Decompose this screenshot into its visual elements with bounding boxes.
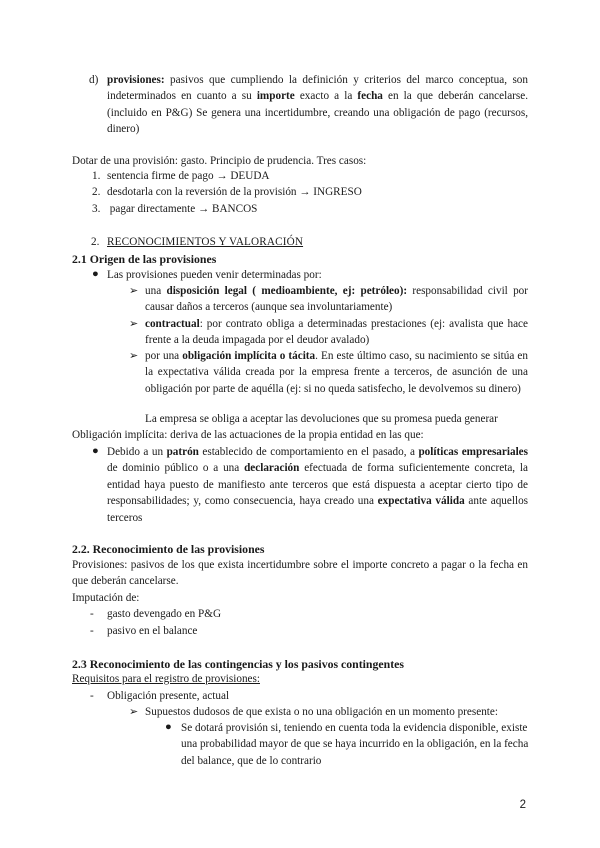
bullet-icon: ● [92,268,99,280]
arrow-bullet-icon: ➢ [129,350,139,362]
section-number: 2. [91,236,100,248]
arrow-bullet-icon: ➢ [129,706,139,718]
case-text: desdotarla con la reversión de la provisión → INGRESO [107,186,362,198]
origin-item: contractual: por contrato obliga a determinadas prestaciones (ej: avalista que hace frente a la deuda impagada por el deudor avalado) [145,318,528,347]
imputacion-item: gasto devengado en P&G [107,608,222,620]
case-text: pagar directamente → BANCOS [107,203,258,215]
dash-bullet: - [90,608,94,620]
empresa-note: La empresa se obliga a aceptar las devoluciones que su promesa pueda generar [145,413,498,425]
heading-2-2: 2.2. Reconocimiento de las provisiones [72,542,265,556]
implicita-paragraph: Debido a un patrón establecido de comportamiento en el pasado, a políticas empresariales de dominio público o a una declaración efectuada de forma suficientemente concreta, la entidad haya puesto de manifiesto ante terceros que está dispuesta a aceptar cierto tipo de responsabilidades; y, como consecuencia, haya creado una expectativa válida ante aquellos terceros [107,446,529,524]
supuestos-item: Supuestos dudosos de que exista o no una obligación en un momento presente: [145,706,498,718]
provisiones-term: provisiones: [107,74,165,86]
bullet-icon: ● [92,445,99,457]
page-number: 2 [519,799,526,811]
heading-2-3: 2.3 Reconocimiento de las contingencias y los pasivos contingentes [72,657,404,671]
section-title: RECONOCIMIENTOS Y VALORACIÓN [107,236,304,248]
case-number: 1. [92,170,101,182]
origin-item: por una obligación implícita o tácita. En este último caso, su nacimiento se sitúa en la expectativa válida creada por la empresa frente a terceros, de asunción de una obligación por parte de aquélla (ej: si no queda satisfecho, le devolvemos su dinero) [145,350,528,395]
bullet-text: Las provisiones pueden venir determinadas por: [107,269,322,281]
imputacion-item: pasivo en el balance [107,625,198,637]
arrow-bullet-icon: ➢ [129,318,139,330]
dotar-intro: Dotar de una provisión: gasto. Principio de prudencia. Tres casos: [72,155,367,167]
imputacion-label: Imputación de: [72,592,140,604]
provisiones-paragraph: Provisiones: pasivos de los que exista incertidumbre sobre el importe concreto a pagar o la fecha en que deberán cancelarse. [72,559,528,588]
implicita-intro: Obligación implícita: deriva de las actuaciones de la propia entidad en las que: [72,429,424,441]
dotara-item: Se dotará provisión si, teniendo en cuenta toda la evidencia disponible, existe una probabilidad mayor de que se haya incurrido en la obligación, en la fecha del balance, que de lo contrario [181,722,529,767]
heading-2-1: 2.1 Origen de las provisiones [72,252,217,266]
case-number: 3. [92,203,101,215]
case-number: 2. [92,186,101,198]
provisiones-definition: provisiones: pasivos que cumpliendo la definición y criterios del marco conceptua, son indeterminados en cuanto a su importe exacto a la fecha en la que deberán cancelarse. (incluido en P&G) Se genera una incertidumbre, creando una obligación de pago (recursos, dinero) [107,74,529,136]
dash-bullet: - [90,690,94,702]
bullet-icon: ● [165,721,172,733]
origin-item: una disposición legal ( medioambiente, ej: petróleo): responsabilidad civil por causar daños a terceros (aunque sea involuntariamente) [145,285,529,314]
dash-bullet: - [90,625,94,637]
list-marker: d) [89,74,99,86]
obligacion-item: Obligación presente, actual [107,690,230,702]
case-text: sentencia firme de pago → DEUDA [107,170,270,182]
arrow-bullet-icon: ➢ [129,285,139,297]
requisitos-label: Requisitos para el registro de provisiones: [72,673,260,685]
